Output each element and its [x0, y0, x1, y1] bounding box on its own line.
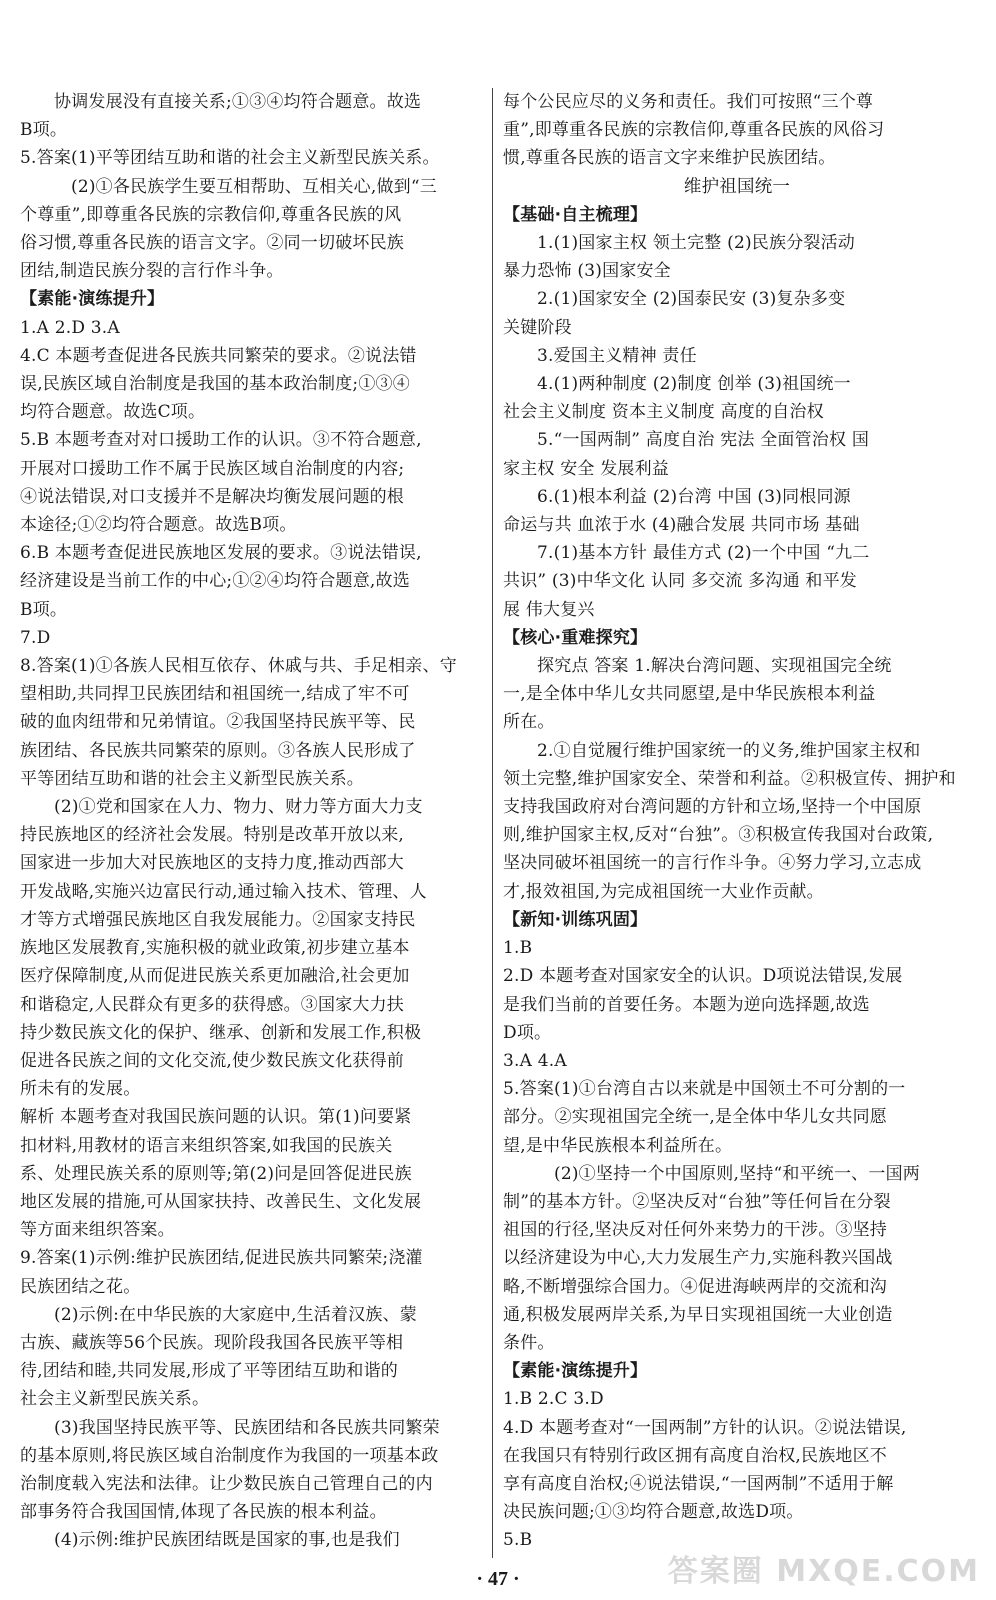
text-line: 5.B — [503, 1530, 533, 1551]
text-line: 9.答案(1)示例:维护民族团结,促进民族共同繁荣;浇灌 — [20, 1248, 423, 1269]
text-line: 社会主义新型民族关系。 — [20, 1389, 210, 1410]
text-line: 命运与共 血浓于水 (4)融合发展 共同市场 基础 — [503, 515, 860, 536]
watermark-logo: 答案圈 MXQE.COM — [667, 1554, 980, 1589]
text-line: 5.“一国两制” 高度自治 宪法 全面管治权 国 — [537, 430, 870, 451]
text-line: 决民族问题;①③均符合题意,故选D项。 — [503, 1502, 804, 1523]
text-line: 望相助,共同捍卫民族团结和祖国统一,结成了牢不可 — [20, 684, 410, 705]
text-line: 5.B 本题考查对对口援助工作的认识。③不符合题意, — [20, 430, 422, 451]
text-line: 探究点 答案 1.解决台湾问题、实现祖国完全统 — [537, 656, 892, 677]
text-line: 维护祖国统一 — [683, 176, 791, 197]
text-line: 才等方式增强民族地区自我发展能力。②国家支持民 — [20, 909, 416, 930]
text-line: 和谐稳定,人民群众有更多的获得感。③国家大力扶 — [20, 994, 405, 1015]
text-line: 的基本原则,将民族区域自治制度作为我国的一项基本政 — [20, 1445, 439, 1466]
text-line: 族团结、各民族共同繁荣的原则。③各族人民形成了 — [20, 740, 416, 761]
text-line: 6.(1)根本利益 (2)台湾 中国 (3)同根同源 — [537, 486, 851, 507]
text-line: 2.D 本题考查对国家安全的认识。D项说法错误,发展 — [503, 966, 903, 987]
text-line: 持民族地区的经济社会发展。特别是改革开放以来, — [20, 825, 405, 846]
text-line: 5.答案(1)平等团结互助和谐的社会主义新型民族关系。 — [20, 148, 440, 169]
text-line: 关键阶段 — [503, 317, 572, 338]
text-line: 经济建设是当前工作的中心;①②④均符合题意,故选 — [20, 571, 410, 592]
text-line: 协调发展没有直接关系;①③④均符合题意。故选 — [54, 92, 422, 112]
text-line: 破的血肉纽带和兄弟情谊。②我国坚持民族平等、民 — [20, 712, 416, 733]
text-line: 所未有的发展。 — [20, 1079, 141, 1100]
text-line: 2.(1)国家安全 (2)国泰民安 (3)复杂多变 — [537, 289, 846, 310]
text-line: 本途径;①②均符合题意。故选B项。 — [20, 515, 297, 536]
text-line: 支持我国政府对台湾问题的方针和立场,坚持一个中国原 — [503, 797, 922, 818]
text-line: B项。 — [20, 599, 68, 620]
text-line: 在我国只有特别行政区拥有高度自治权,民族地区不 — [503, 1445, 888, 1466]
text-line: 领土完整,维护国家安全、荣誉和利益。②积极宣传、拥护和 — [503, 768, 956, 789]
text-line: 地区发展的措施,可从国家扶持、改善民生、文化发展 — [20, 1191, 422, 1212]
text-line: 则,维护国家主权,反对“台独”。③积极宣传我国对台政策, — [503, 825, 934, 846]
text-line: 开发战略,实施兴边富民行动,通过输入技术、管理、人 — [20, 881, 427, 902]
text-line: 【新知·训练巩固】 — [503, 909, 648, 930]
page-number: · 47 · — [476, 1568, 520, 1590]
text-line: 1.(1)国家主权 领土完整 (2)民族分裂活动 — [537, 233, 855, 254]
text-line: 治制度载入宪法和法律。让少数民族自己管理自己的内 — [20, 1473, 433, 1494]
text-line: 家主权 安全 发展利益 — [503, 458, 670, 479]
text-line: 部分。②实现祖国完全统一,是全体中华儿女共同愿 — [503, 1107, 888, 1128]
text-line: 1.B 2.C 3.D — [503, 1389, 604, 1410]
text-line: 【基础·自主梳理】 — [503, 204, 648, 225]
text-line: B项。 — [20, 120, 68, 141]
text-line: 古族、藏族等56个民族。现阶段我国各民族平等相 — [20, 1332, 404, 1353]
text-line: 4.C 本题考查促进各民族共同繁荣的要求。②说法错 — [20, 345, 417, 366]
text-line: 3.爱国主义精神 责任 — [537, 345, 697, 366]
text-line: 一,是全体中华儿女共同愿望,是中华民族根本利益 — [503, 684, 876, 705]
text-line: 以经济建设为中心,大力发展生产力,实施科教兴国战 — [503, 1248, 893, 1269]
text-line: 俗习惯,尊重各民族的语言文字。②同一切破坏民族 — [20, 233, 405, 254]
text-line: 坚决同破坏祖国统一的言行作斗争。④努力学习,立志成 — [503, 853, 922, 874]
text-line: 系、处理民族关系的原则等;第(2)问是回答促进民族 — [20, 1163, 412, 1184]
text-line: 惯,尊重各民族的语言文字来维护民族团结。 — [503, 148, 836, 169]
text-line: 享有高度自治权;④说法错误,“一国两制”不适用于解 — [503, 1473, 894, 1494]
text-line: 解析 本题考查对我国民族问题的认识。第(1)问要紧 — [20, 1107, 412, 1128]
text-line: 7.D — [20, 627, 51, 648]
text-line: D项。 — [503, 1022, 552, 1043]
text-line: 7.(1)基本方针 最佳方式 (2)一个中国 “九二 — [537, 543, 870, 564]
text-line: 才,报效祖国,为完成祖国统一大业作贡献。 — [503, 881, 824, 902]
text-line: (4)示例:维护民族团结既是国家的事,也是我们 — [54, 1530, 400, 1551]
text-line: 展 伟大复兴 — [503, 599, 595, 620]
text-line: 【素能·演练提升】 — [20, 289, 165, 310]
text-line: 社会主义制度 资本主义制度 高度的自治权 — [503, 402, 824, 423]
left-column — [20, 88, 488, 1555]
text-line: 暴力恐怖 (3)国家安全 — [503, 261, 671, 282]
text-line: 开展对口援助工作不属于民族区域自治制度的内容; — [20, 458, 405, 479]
text-line: 待,团结和睦,共同发展,形成了平等团结互助和谐的 — [20, 1361, 399, 1382]
text-line: 共识” (3)中华文化 认同 多交流 多沟通 和平发 — [503, 571, 857, 592]
text-line: 【核心·重难探究】 — [503, 627, 648, 648]
text-line: 5.答案(1)①台湾自古以来就是中国领土不可分割的一 — [503, 1079, 906, 1100]
text-line: 团结,制造民族分裂的言行作斗争。 — [20, 261, 284, 282]
text-line: 通,积极发展两岸关系,为早日实现祖国统一大业创造 — [503, 1304, 893, 1325]
text-line: 4.(1)两种制度 (2)制度 创举 (3)祖国统一 — [537, 374, 851, 395]
text-line: (2)①坚持一个中国原则,坚持“和平统一、一国两 — [554, 1163, 920, 1184]
text-line: 均符合题意。故选C项。 — [20, 402, 206, 423]
text-line: 祖国的行径,坚决反对任何外来势力的干涉。③坚持 — [503, 1220, 888, 1241]
text-line: 误,民族区域自治制度是我国的基本政治制度;①③④ — [20, 374, 410, 395]
text-line: 制”的基本方针。②坚决反对“台独”等任何旨在分裂 — [503, 1191, 891, 1212]
column-divider — [492, 88, 493, 1558]
text-line: 1.B — [503, 938, 533, 959]
text-line: (3)我国坚持民族平等、民族团结和各民族共同繁荣 — [54, 1417, 440, 1438]
text-line: (2)示例:在中华民族的大家庭中,生活着汉族、蒙 — [54, 1304, 418, 1325]
text-line: 族地区发展教育,实施积极的就业政策,初步建立基本 — [20, 938, 410, 959]
text-line: 扣材料,用教材的语言来组织答案,如我国的民族关 — [20, 1135, 393, 1156]
text-line: 医疗保障制度,从而促进民族关系更加融洽,社会更加 — [20, 966, 410, 987]
text-line: 【素能·演练提升】 — [503, 1361, 648, 1382]
text-line: 1.A 2.D 3.A — [20, 317, 120, 338]
text-line: (2)①各民族学生要互相帮助、互相关心,做到“三 — [71, 176, 437, 197]
text-line: 4.D 本题考查对“一国两制”方针的认识。②说法错误, — [503, 1417, 907, 1438]
text-line: (2)①党和国家在人力、物力、财力等方面大力支 — [54, 797, 423, 818]
text-line: ④说法错误,对口支援并不是解决均衡发展问题的根 — [20, 486, 405, 507]
text-line: 3.A 4.A — [503, 1050, 567, 1071]
text-line: 望,是中华民族根本利益所在。 — [503, 1135, 733, 1156]
right-column — [503, 88, 971, 1555]
text-line: 等方面来组织答案。 — [20, 1220, 175, 1241]
text-line: 每个公民应尽的义务和责任。我们可按照“三个尊 — [503, 92, 874, 112]
text-line: 国家进一步加大对民族地区的支持力度,推动西部大 — [20, 853, 405, 874]
text-line: 2.①自觉履行维护国家统一的义务,维护国家主权和 — [537, 740, 921, 761]
text-line: 促进各民族之间的文化交流,使少数民族文化获得前 — [20, 1050, 405, 1071]
text-line: 6.B 本题考查促进民族地区发展的要求。③说法错误, — [20, 543, 422, 564]
text-line: 民族团结之花。 — [20, 1276, 141, 1297]
text-line: 部事务符合我国国情,体现了各民族的根本利益。 — [20, 1502, 387, 1523]
text-line: 是我们当前的首要任务。本题为逆向选择题,故选 — [503, 994, 870, 1015]
text-line: 略,不断增强综合国力。④促进海峡两岸的交流和沟 — [503, 1276, 888, 1297]
text-line: 持少数民族文化的保护、继承、创新和发展工作,积极 — [20, 1022, 422, 1043]
text-line: 所在。 — [503, 712, 555, 733]
text-line: 重”,即尊重各民族的宗教信仰,尊重各民族的风俗习 — [503, 120, 885, 141]
text-line: 个尊重”,即尊重各民族的宗教信仰,尊重各民族的风 — [20, 204, 402, 225]
text-line: 条件。 — [503, 1332, 555, 1353]
text-line: 8.答案(1)①各族人民相互依存、休戚与共、手足相亲、守 — [20, 656, 457, 677]
text-line: 平等团结互助和谐的社会主义新型民族关系。 — [20, 768, 364, 789]
